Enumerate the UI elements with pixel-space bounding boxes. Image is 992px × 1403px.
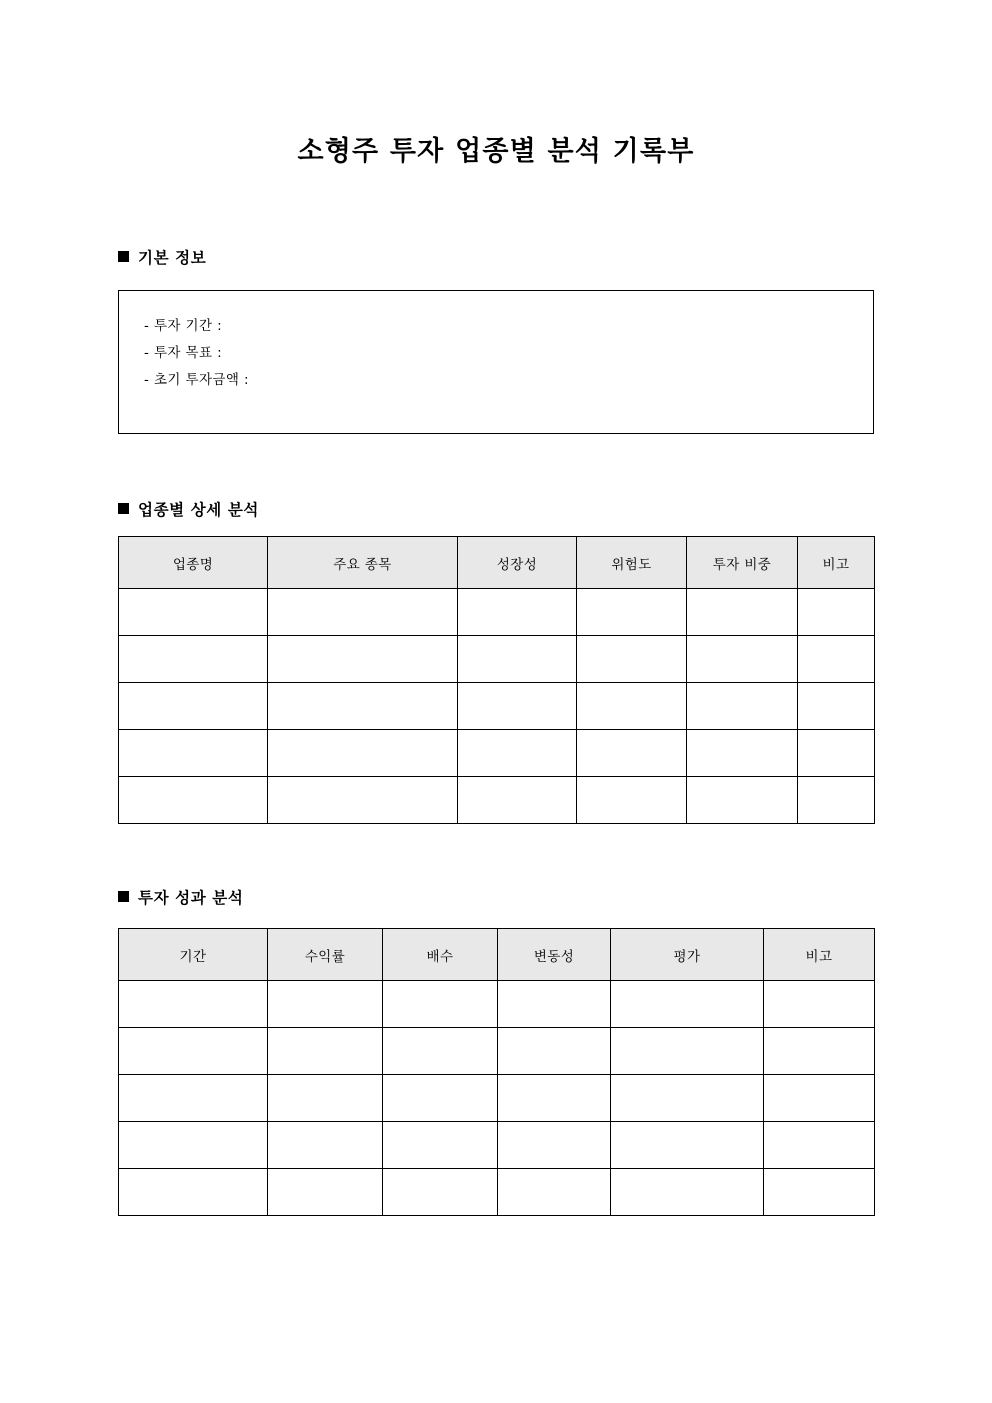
- column-header-volatility: 변동성: [498, 929, 611, 981]
- table-cell[interactable]: [764, 1028, 875, 1075]
- column-header-evaluation: 평가: [611, 929, 764, 981]
- basic-info-line-period: - 투자 기간 :: [144, 318, 223, 334]
- table-cell[interactable]: [798, 636, 875, 683]
- table-cell[interactable]: [383, 981, 498, 1028]
- table-cell[interactable]: [268, 730, 458, 777]
- table-cell[interactable]: [764, 1169, 875, 1216]
- table-cell[interactable]: [268, 777, 458, 824]
- square-bullet-icon: [118, 503, 129, 514]
- table-cell[interactable]: [458, 636, 577, 683]
- table-cell[interactable]: [498, 1122, 611, 1169]
- table-cell[interactable]: [383, 1169, 498, 1216]
- table-cell[interactable]: [119, 589, 268, 636]
- table-row: [119, 636, 875, 683]
- square-bullet-icon: [118, 251, 129, 262]
- table-header-row: [119, 929, 875, 981]
- table-cell[interactable]: [687, 636, 798, 683]
- table-cell[interactable]: [268, 1122, 383, 1169]
- table-cell[interactable]: [458, 589, 577, 636]
- table-row: [119, 1028, 875, 1075]
- table-row: [119, 1122, 875, 1169]
- table-row: [119, 1169, 875, 1216]
- basic-info-line-goal: - 투자 목표 :: [144, 345, 223, 361]
- table-cell[interactable]: [577, 589, 687, 636]
- table-cell[interactable]: [577, 777, 687, 824]
- square-bullet-icon: [118, 891, 129, 902]
- section-heading-performance-analysis-label: 투자 성과 분석: [138, 889, 244, 907]
- table-row: [119, 981, 875, 1028]
- table-cell[interactable]: [687, 777, 798, 824]
- table-cell[interactable]: [498, 1169, 611, 1216]
- table-cell[interactable]: [119, 777, 268, 824]
- table-cell[interactable]: [119, 1122, 268, 1169]
- table-cell[interactable]: [119, 730, 268, 777]
- column-header-growth: 성장성: [458, 537, 577, 589]
- section-heading-sector-analysis-label: 업종별 상세 분석: [138, 501, 260, 519]
- table-cell[interactable]: [458, 777, 577, 824]
- table-cell[interactable]: [798, 683, 875, 730]
- table-cell[interactable]: [798, 730, 875, 777]
- table-cell[interactable]: [611, 1075, 764, 1122]
- table-cell[interactable]: [119, 683, 268, 730]
- table-cell[interactable]: [577, 730, 687, 777]
- table-cell[interactable]: [268, 589, 458, 636]
- page-title: 소형주 투자 업종별 분석 기록부: [297, 136, 695, 167]
- section-heading-sector-analysis: [118, 501, 259, 520]
- table-cell[interactable]: [498, 1028, 611, 1075]
- table-cell[interactable]: [119, 636, 268, 683]
- table-cell[interactable]: [611, 981, 764, 1028]
- table-cell[interactable]: [611, 1028, 764, 1075]
- table-cell[interactable]: [611, 1169, 764, 1216]
- table-cell[interactable]: [611, 1122, 764, 1169]
- performance-analysis-table: [118, 928, 875, 1216]
- table-cell[interactable]: [119, 1075, 268, 1122]
- table-cell[interactable]: [798, 589, 875, 636]
- basic-info-line-initial-amount: - 초기 투자금액 :: [144, 372, 249, 388]
- table-cell[interactable]: [268, 683, 458, 730]
- table-cell[interactable]: [458, 683, 577, 730]
- table-cell[interactable]: [119, 981, 268, 1028]
- table-cell[interactable]: [383, 1075, 498, 1122]
- table-cell[interactable]: [383, 1122, 498, 1169]
- table-cell[interactable]: [268, 1028, 383, 1075]
- table-row: [119, 683, 875, 730]
- table-cell[interactable]: [268, 636, 458, 683]
- column-header-period: 기간: [119, 929, 268, 981]
- table-row: [119, 589, 875, 636]
- column-header-remarks: 비고: [764, 929, 875, 981]
- basic-info-box: [118, 290, 874, 434]
- table-cell[interactable]: [577, 683, 687, 730]
- section-heading-basic-info: [118, 249, 206, 268]
- section-heading-basic-info-label: 기본 정보: [138, 249, 207, 267]
- column-header-main-stocks: 주요 종목: [268, 537, 458, 589]
- table-row: [119, 777, 875, 824]
- column-header-risk: 위험도: [577, 537, 687, 589]
- table-cell[interactable]: [498, 1075, 611, 1122]
- table-cell[interactable]: [764, 981, 875, 1028]
- table-cell[interactable]: [268, 1075, 383, 1122]
- table-cell[interactable]: [458, 730, 577, 777]
- table-cell[interactable]: [687, 730, 798, 777]
- table-cell[interactable]: [268, 1169, 383, 1216]
- table-cell[interactable]: [119, 1169, 268, 1216]
- table-row: [119, 730, 875, 777]
- column-header-return-rate: 수익률: [268, 929, 383, 981]
- column-header-allocation: 투자 비중: [687, 537, 798, 589]
- table-cell[interactable]: [687, 589, 798, 636]
- column-header-remarks: 비고: [798, 537, 875, 589]
- table-cell[interactable]: [764, 1122, 875, 1169]
- table-cell[interactable]: [383, 1028, 498, 1075]
- column-header-sector-name: 업종명: [119, 537, 268, 589]
- sector-analysis-table: [118, 536, 875, 824]
- table-header-row: [119, 537, 875, 589]
- table-cell[interactable]: [268, 981, 383, 1028]
- table-cell[interactable]: [764, 1075, 875, 1122]
- section-heading-performance-analysis: [118, 889, 243, 908]
- table-cell[interactable]: [798, 777, 875, 824]
- column-header-multiple: 배수: [383, 929, 498, 981]
- table-cell[interactable]: [687, 683, 798, 730]
- table-cell[interactable]: [577, 636, 687, 683]
- table-cell[interactable]: [119, 1028, 268, 1075]
- table-cell[interactable]: [498, 981, 611, 1028]
- table-row: [119, 1075, 875, 1122]
